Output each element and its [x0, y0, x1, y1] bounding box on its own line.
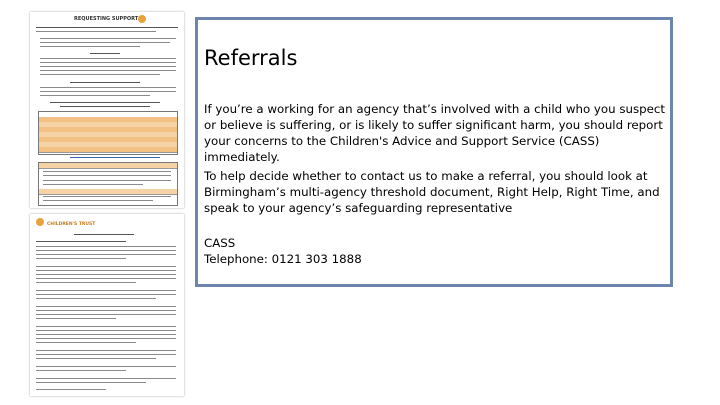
referral-paragraph-1: If you’re a working for an agency that’s involved with a child who you suspect or believe is suffering, or is likely to suffer significant harm, you should report your concerns to the Children's Advice and Support Service (CASS) immediately.	[204, 102, 665, 164]
document-thumbnail-childrens-trust[interactable]	[30, 214, 184, 396]
referrals-panel	[195, 17, 673, 287]
panel-title: Referrals	[204, 46, 298, 70]
thumbnail-table	[38, 111, 178, 155]
contact-name: CASS	[204, 236, 236, 250]
trust-logo-icon	[36, 218, 44, 226]
thumbnail-link	[70, 157, 160, 158]
trust-logo-icon	[138, 15, 146, 23]
thumbnail-heading: CHILDREN'S TRUST	[47, 222, 96, 227]
contact-block	[204, 235, 362, 267]
referral-paragraph-2: To help decide whether to contact us to make a referral, you should look at Birmingham’s multi-agency threshold document, Right Help, Right Time, and speak to your agency’s safeguarding representative	[204, 169, 660, 215]
contact-phone[interactable]: Telephone: 0121 303 1888	[204, 252, 362, 266]
thumbnail-heading: REQUESTING SUPPORT	[74, 16, 139, 22]
thumbnail-table-2	[38, 162, 178, 206]
document-thumbnail-requesting-support[interactable]	[30, 12, 184, 208]
